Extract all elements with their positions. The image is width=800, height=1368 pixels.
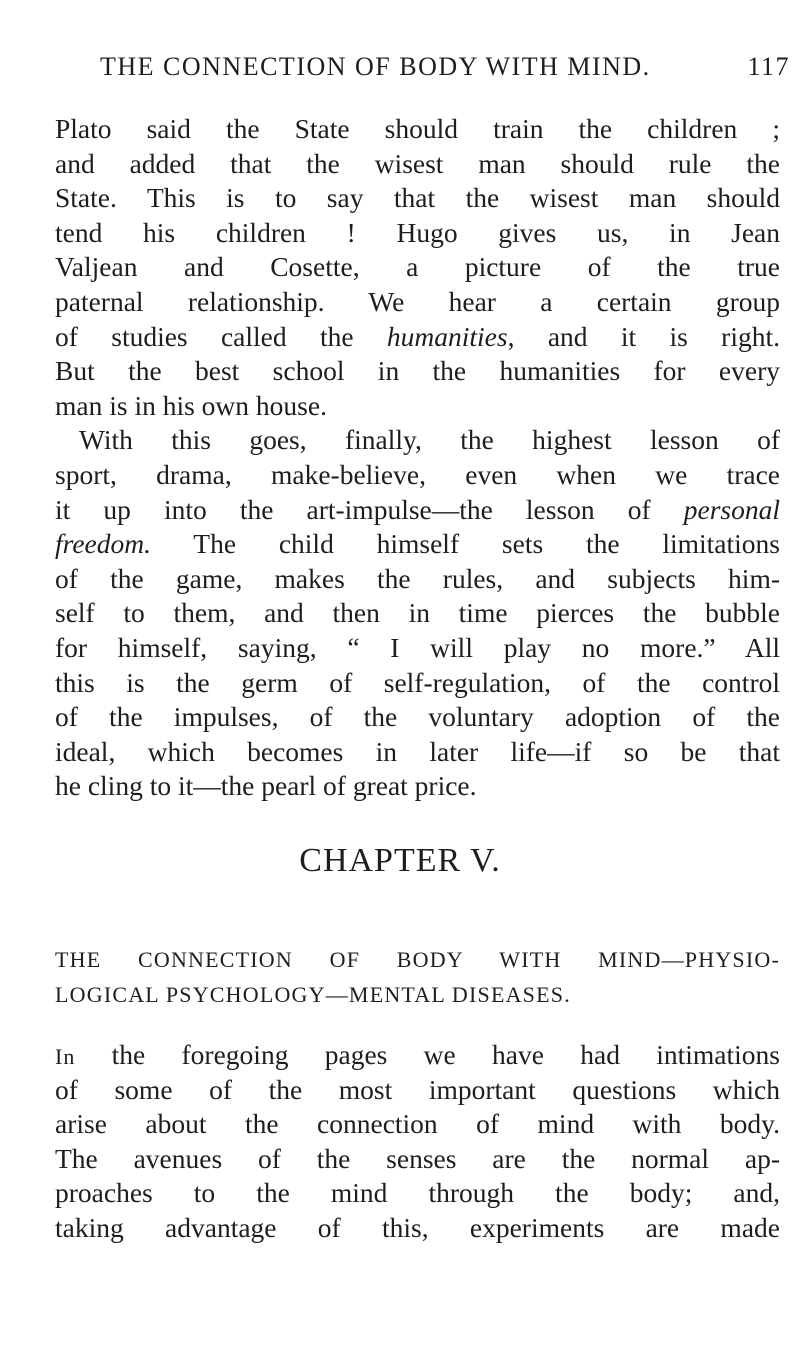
text-fragment: it up into the art-impulse—the lesson of	[55, 493, 684, 525]
text-line: of some of the most important questions which	[55, 1073, 780, 1105]
text-line: of the game, makes the rules, and subjects him-	[55, 562, 780, 594]
italic-term-personal: personal	[683, 493, 780, 525]
text-fragment: the foregoing pages we have had intimations	[75, 1039, 780, 1070]
text-line: State. This is to say that the wisest man should	[55, 182, 780, 214]
text-line: self to them, and then in time pierces the bubble	[55, 597, 780, 629]
chapter-subtitle	[55, 942, 780, 1012]
text-line: ideal, which becomes in later life—if so be that	[55, 735, 780, 767]
text-line	[55, 1038, 780, 1073]
text-line: Plato said the State should train the children ;	[55, 113, 780, 144]
text-line: sport, drama, make-believe, even when we trace	[55, 458, 780, 490]
text-line	[55, 527, 780, 562]
italic-term-freedom: freedom.	[55, 528, 151, 560]
text-line: man is in his own house.	[55, 389, 327, 421]
text-line: paternal relationship. We hear a certain group	[55, 285, 780, 317]
text-line: this is the germ of self-regulation, of the control	[55, 666, 780, 698]
running-head	[100, 52, 790, 88]
text-line: of the impulses, of the voluntary adoption of the	[55, 701, 780, 733]
text-line	[55, 320, 780, 355]
text-fragment: of studies called the	[55, 320, 387, 352]
chapter-opening-word: In	[55, 1044, 76, 1069]
text-line: and added that the wisest man should rule the	[55, 147, 780, 179]
text-fragment: , and it is right.	[507, 320, 780, 352]
chapter-heading: CHAPTER V.	[299, 842, 501, 879]
text-line: tend his children ! Hugo gives us, in Jean	[55, 216, 780, 248]
page-number: 117	[747, 52, 790, 81]
text-line: With this goes, finally, the highest lesson of	[79, 424, 780, 456]
text-line: he cling to it—the pearl of great price.	[55, 770, 477, 802]
text-line: But the best school in the humanities for every	[55, 355, 780, 387]
text-line	[55, 493, 780, 528]
text-line: for himself, saying, “ I will play no more.” All	[55, 631, 780, 663]
text-line: Valjean and Cosette, a picture of the true	[55, 251, 780, 283]
body-text-top	[55, 112, 780, 804]
text-line: taking advantage of this, experiments are made	[55, 1211, 780, 1243]
italic-term-humanities: humanities	[386, 320, 508, 352]
body-text-bottom	[55, 1038, 780, 1246]
text-line: proaches to the mind through the body; and,	[55, 1177, 780, 1209]
text-fragment: The child himself sets the limitations	[150, 528, 780, 560]
chapter-subtitle-line: THE CONNECTION OF BODY WITH MIND—PHYSIO-	[55, 947, 780, 972]
running-head-title: THE CONNECTION OF BODY WITH MIND.	[100, 52, 651, 81]
text-line: The avenues of the senses are the normal ap-	[55, 1142, 780, 1174]
text-line: arise about the connection of mind with body.	[55, 1108, 780, 1140]
chapter-subtitle-line: LOGICAL PSYCHOLOGY—MENTAL DISEASES.	[55, 982, 571, 1007]
